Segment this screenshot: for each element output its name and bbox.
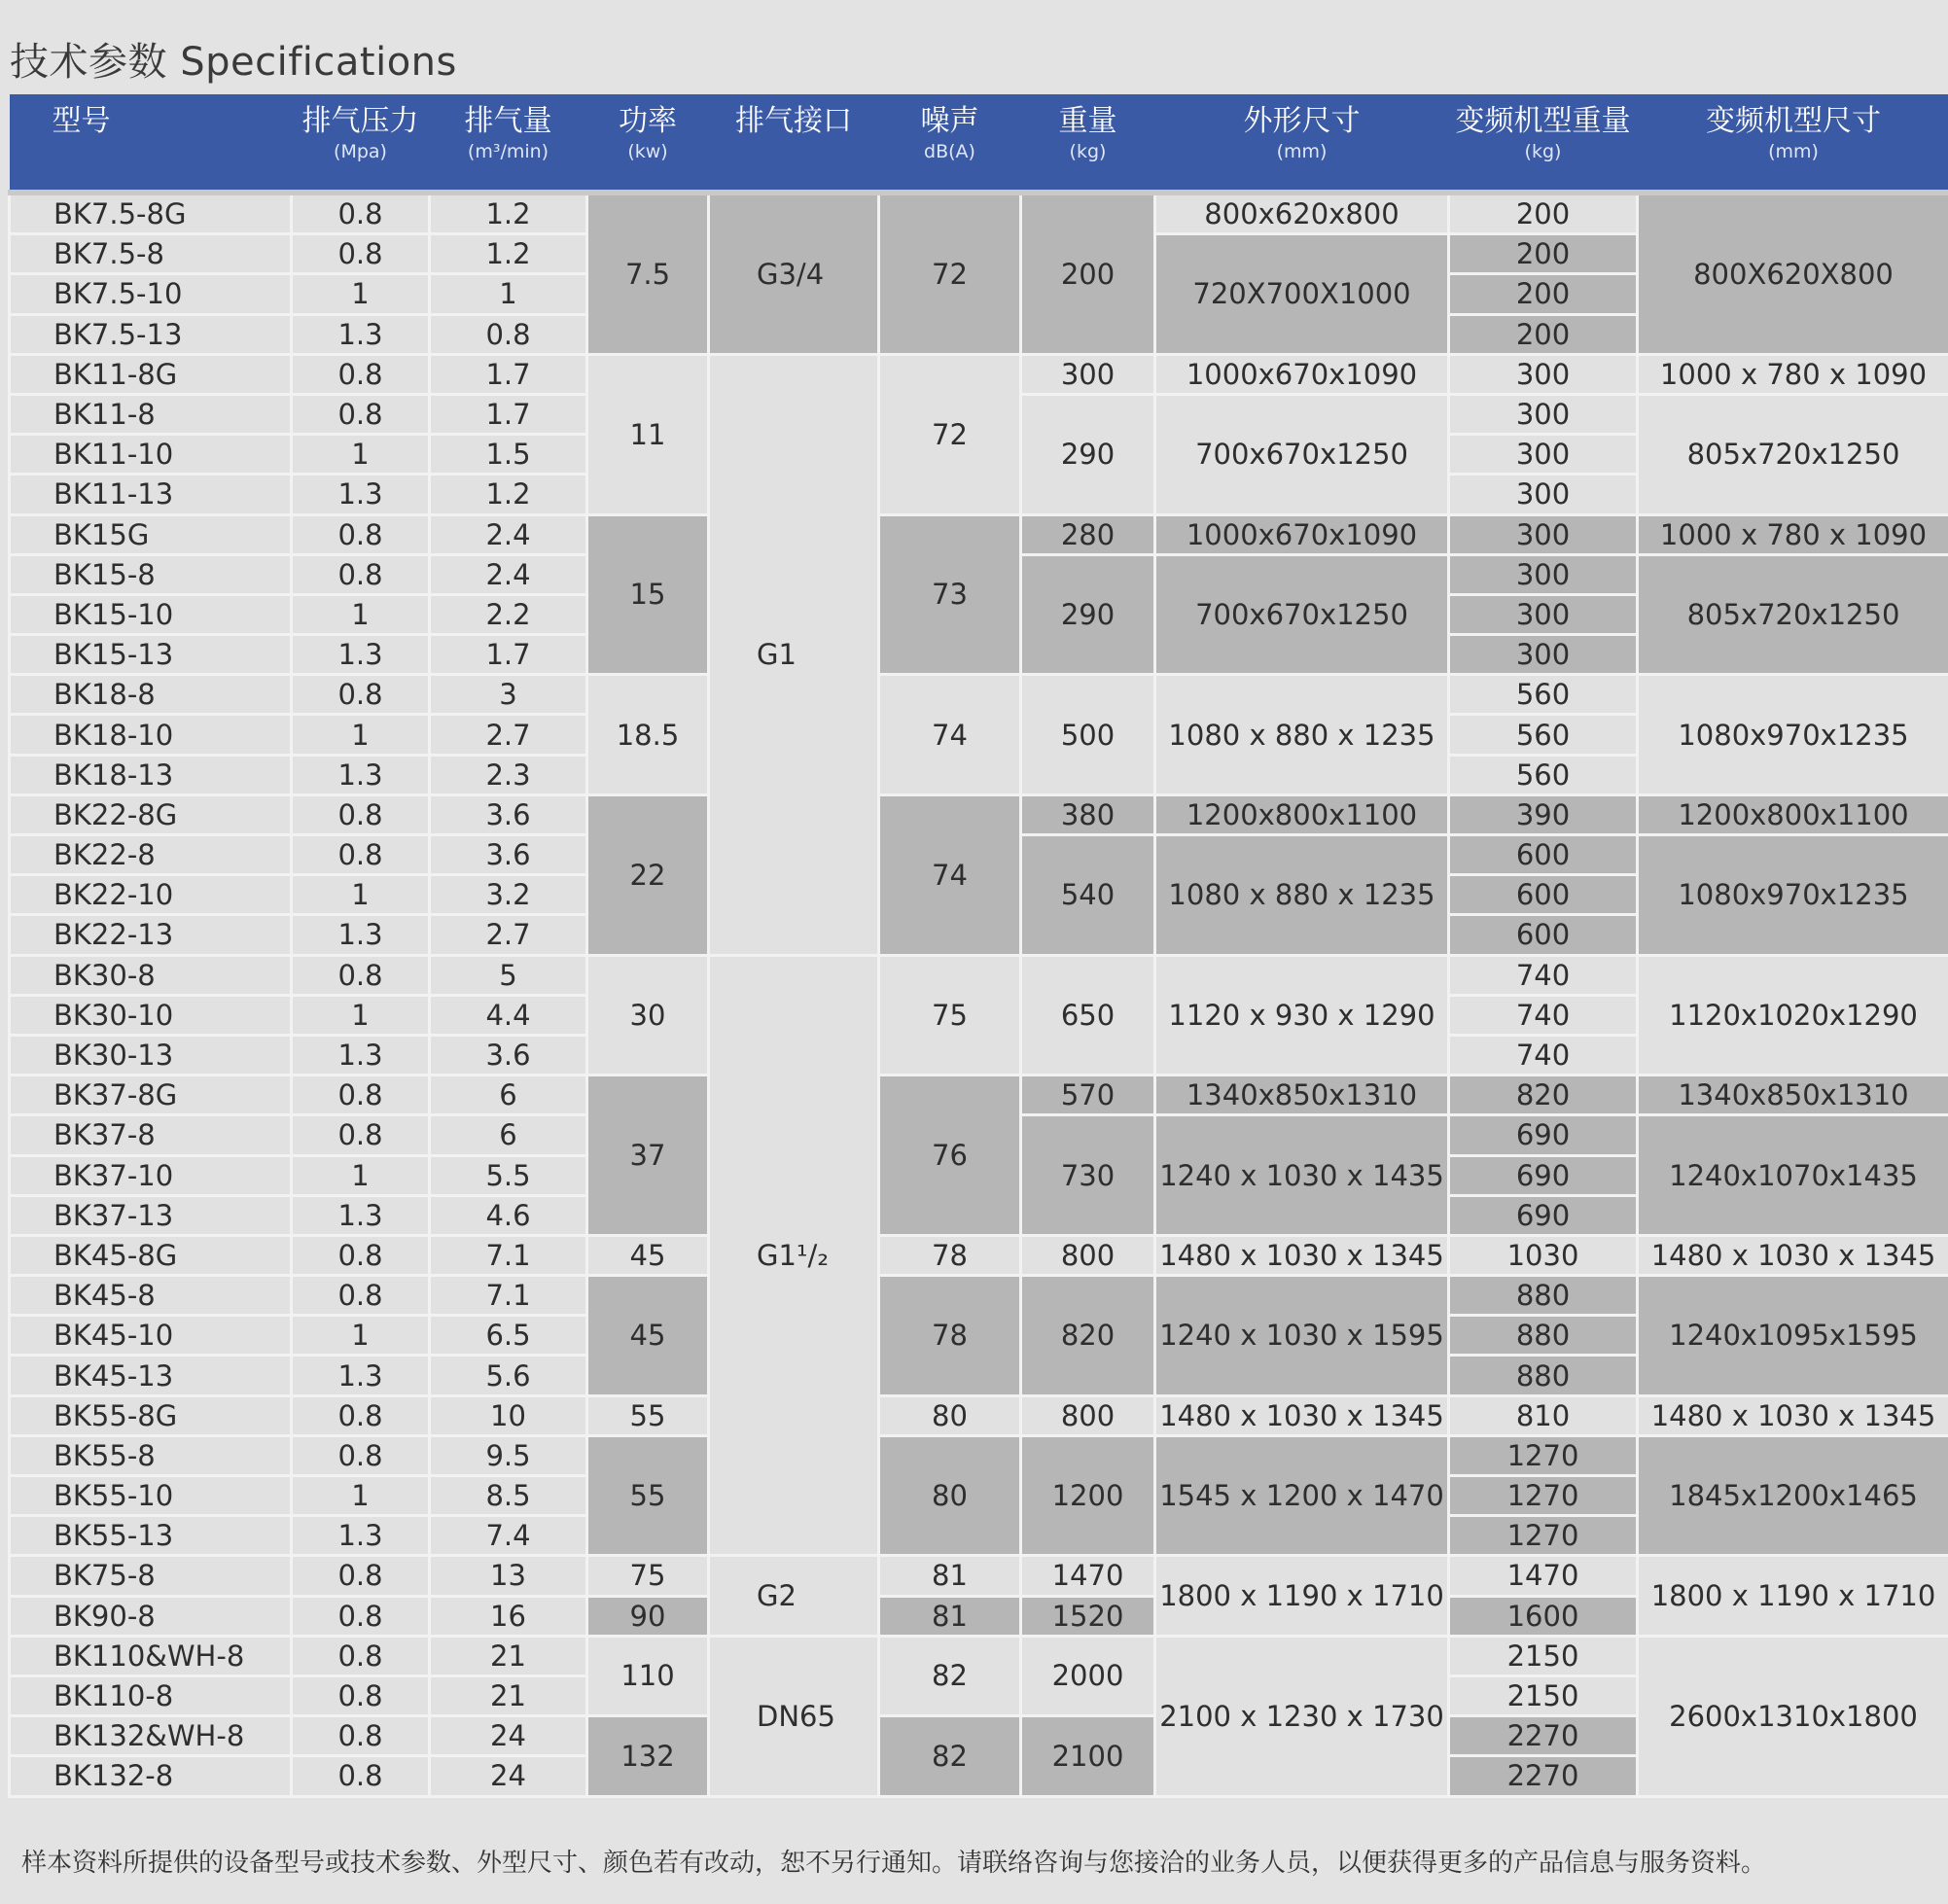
model-cell: BK37-8G: [10, 1075, 292, 1115]
model-cell: BK15-10: [10, 594, 292, 634]
vfd-weight-cell: 300: [1449, 475, 1638, 514]
flow-cell: 3.6: [430, 794, 587, 834]
weight-cell: 2100: [1021, 1716, 1155, 1796]
dimensions-cell: 1480 x 1030 x 1345: [1155, 1235, 1449, 1275]
flow-cell: 1.5: [430, 435, 587, 475]
vfd-weight-cell: 1470: [1449, 1556, 1638, 1596]
vfd-weight-cell: 560: [1449, 675, 1638, 715]
model-cell: BK15-13: [10, 635, 292, 675]
vfd-dimensions-cell: 2600x1310x1800: [1638, 1636, 1948, 1796]
noise-cell: 73: [879, 514, 1021, 675]
pressure-cell: 0.8: [292, 234, 430, 274]
power-cell: 15: [587, 514, 709, 675]
vfd-weight-cell: 1600: [1449, 1596, 1638, 1636]
pressure-cell: 1.3: [292, 314, 430, 354]
pressure-cell: 0.8: [292, 1075, 430, 1115]
model-cell: BK18-13: [10, 755, 292, 794]
model-cell: BK37-8: [10, 1115, 292, 1155]
noise-cell: 82: [879, 1716, 1021, 1796]
flow-cell: 2.4: [430, 514, 587, 554]
dimensions-cell: 1480 x 1030 x 1345: [1155, 1395, 1449, 1435]
weight-cell: 1200: [1021, 1435, 1155, 1556]
pressure-cell: 0.8: [292, 554, 430, 594]
pressure-cell: 1.3: [292, 475, 430, 514]
vfd-weight-cell: 1270: [1449, 1435, 1638, 1475]
noise-cell: 78: [879, 1235, 1021, 1275]
flow-cell: 8.5: [430, 1476, 587, 1516]
vfd-weight-cell: 560: [1449, 715, 1638, 755]
table-row: [10, 1636, 1948, 1675]
vfd-weight-cell: 880: [1449, 1356, 1638, 1395]
vfd-dimensions-cell: 1340x850x1310: [1638, 1075, 1948, 1115]
flow-cell: 4.6: [430, 1195, 587, 1235]
flow-cell: 3.2: [430, 875, 587, 915]
header-flow: 排气量 (m³/min): [430, 94, 587, 193]
table-row: [10, 1435, 1948, 1475]
model-cell: BK45-13: [10, 1356, 292, 1395]
header-interface: 排气接口: [709, 94, 879, 193]
pressure-cell: 0.8: [292, 835, 430, 875]
noise-cell: 81: [879, 1556, 1021, 1596]
table-row: [10, 955, 1948, 995]
pressure-cell: 1: [292, 274, 430, 314]
vfd-weight-cell: 600: [1449, 915, 1638, 955]
vfd-weight-cell: 880: [1449, 1316, 1638, 1356]
vfd-weight-cell: 300: [1449, 394, 1638, 434]
interface-cell: G2: [709, 1556, 879, 1636]
weight-cell: 290: [1021, 554, 1155, 675]
noise-cell: 78: [879, 1276, 1021, 1396]
model-cell: BK45-8G: [10, 1235, 292, 1275]
flow-cell: 2.3: [430, 755, 587, 794]
weight-cell: 2000: [1021, 1636, 1155, 1715]
pressure-cell: 1: [292, 1155, 430, 1195]
dimensions-cell: 720X700X1000: [1155, 234, 1449, 355]
model-cell: BK22-10: [10, 875, 292, 915]
noise-cell: 80: [879, 1395, 1021, 1435]
dimensions-cell: 800x620x800: [1155, 193, 1449, 234]
header-vfd-dimensions: 变频机型尺寸 (mm): [1638, 94, 1948, 193]
noise-cell: 72: [879, 193, 1021, 354]
interface-cell: G3/4: [709, 193, 879, 354]
vfd-weight-cell: 740: [1449, 955, 1638, 995]
dimensions-cell: 1080 x 880 x 1235: [1155, 835, 1449, 956]
vfd-dimensions-cell: 1000 x 780 x 1090: [1638, 514, 1948, 554]
noise-cell: 74: [879, 675, 1021, 795]
vfd-weight-cell: 300: [1449, 635, 1638, 675]
vfd-dimensions-cell: 1200x800x1100: [1638, 794, 1948, 834]
noise-cell: 80: [879, 1435, 1021, 1556]
footnote: 样本资料所提供的设备型号或技术参数、外型尺寸、颜色若有改动，恕不另行通知。请联络咨询与您接洽的业务人员，以便获得更多的产品信息与服务资料。: [21, 1849, 1767, 1878]
model-cell: BK75-8: [10, 1556, 292, 1596]
vfd-weight-cell: 300: [1449, 514, 1638, 554]
flow-cell: 3.6: [430, 835, 587, 875]
pressure-cell: 0.8: [292, 1235, 430, 1275]
weight-cell: 730: [1021, 1115, 1155, 1236]
vfd-dimensions-cell: 1080x970x1235: [1638, 675, 1948, 795]
specifications-table: [8, 94, 1948, 1798]
flow-cell: 2.2: [430, 594, 587, 634]
noise-cell: 81: [879, 1596, 1021, 1636]
weight-cell: 280: [1021, 514, 1155, 554]
model-cell: BK11-13: [10, 475, 292, 514]
table-row: [10, 1395, 1948, 1435]
flow-cell: 1.7: [430, 635, 587, 675]
vfd-weight-cell: 300: [1449, 594, 1638, 634]
model-cell: BK15G: [10, 514, 292, 554]
pressure-cell: 1: [292, 995, 430, 1035]
pressure-cell: 0.8: [292, 1636, 430, 1675]
pressure-cell: 1: [292, 435, 430, 475]
table-header-row: [10, 94, 1948, 193]
vfd-weight-cell: 690: [1449, 1115, 1638, 1155]
pressure-cell: 0.8: [292, 1675, 430, 1715]
flow-cell: 10: [430, 1395, 587, 1435]
pressure-cell: 0.8: [292, 675, 430, 715]
flow-cell: 5.5: [430, 1155, 587, 1195]
vfd-weight-cell: 200: [1449, 234, 1638, 274]
flow-cell: 6: [430, 1075, 587, 1115]
flow-cell: 1: [430, 274, 587, 314]
pressure-cell: 0.8: [292, 1756, 430, 1796]
header-weight: 重量 (kg): [1021, 94, 1155, 193]
table-row: [10, 675, 1948, 715]
pressure-cell: 0.8: [292, 514, 430, 554]
pressure-cell: 0.8: [292, 1596, 430, 1636]
dimensions-cell: 1080 x 880 x 1235: [1155, 675, 1449, 795]
table-row: [10, 193, 1948, 234]
vfd-dimensions-cell: 1800 x 1190 x 1710: [1638, 1556, 1948, 1636]
vfd-dimensions-cell: 1000 x 780 x 1090: [1638, 354, 1948, 394]
power-cell: 18.5: [587, 675, 709, 795]
flow-cell: 3.6: [430, 1035, 587, 1075]
header-pressure: 排气压力 (Mpa): [292, 94, 430, 193]
flow-cell: 7.4: [430, 1516, 587, 1556]
pressure-cell: 1.3: [292, 755, 430, 794]
weight-cell: 800: [1021, 1235, 1155, 1275]
vfd-weight-cell: 300: [1449, 435, 1638, 475]
model-cell: BK22-8: [10, 835, 292, 875]
model-cell: BK55-8: [10, 1435, 292, 1475]
pressure-cell: 0.8: [292, 955, 430, 995]
interface-cell: G1¹/₂: [709, 955, 879, 1556]
table-row: [10, 514, 1948, 554]
model-cell: BK45-8: [10, 1276, 292, 1316]
model-cell: BK7.5-8G: [10, 193, 292, 234]
weight-cell: 1470: [1021, 1556, 1155, 1596]
flow-cell: 0.8: [430, 314, 587, 354]
flow-cell: 1.7: [430, 394, 587, 434]
flow-cell: 21: [430, 1675, 587, 1715]
flow-cell: 24: [430, 1756, 587, 1796]
flow-cell: 7.1: [430, 1276, 587, 1316]
noise-cell: 75: [879, 955, 1021, 1075]
table-row: [10, 794, 1948, 834]
pressure-cell: 0.8: [292, 1556, 430, 1596]
vfd-dimensions-cell: 800X620X800: [1638, 193, 1948, 354]
power-cell: 55: [587, 1435, 709, 1556]
vfd-dimensions-cell: 1240x1095x1595: [1638, 1276, 1948, 1396]
pressure-cell: 1.3: [292, 1195, 430, 1235]
model-cell: BK30-8: [10, 955, 292, 995]
flow-cell: 3: [430, 675, 587, 715]
model-cell: BK110-8: [10, 1675, 292, 1715]
noise-cell: 74: [879, 794, 1021, 955]
weight-cell: 380: [1021, 794, 1155, 834]
flow-cell: 6: [430, 1115, 587, 1155]
weight-cell: 820: [1021, 1276, 1155, 1396]
flow-cell: 16: [430, 1596, 587, 1636]
power-cell: 7.5: [587, 193, 709, 354]
pressure-cell: 1.3: [292, 1356, 430, 1395]
vfd-dimensions-cell: 1240x1070x1435: [1638, 1115, 1948, 1236]
model-cell: BK11-8G: [10, 354, 292, 394]
vfd-weight-cell: 390: [1449, 794, 1638, 834]
weight-cell: 300: [1021, 354, 1155, 394]
pressure-cell: 1.3: [292, 1516, 430, 1556]
dimensions-cell: 1545 x 1200 x 1470: [1155, 1435, 1449, 1556]
dimensions-cell: 1000x670x1090: [1155, 514, 1449, 554]
vfd-weight-cell: 2270: [1449, 1716, 1638, 1756]
model-cell: BK55-10: [10, 1476, 292, 1516]
dimensions-cell: 1120 x 930 x 1290: [1155, 955, 1449, 1075]
vfd-dimensions-cell: 1480 x 1030 x 1345: [1638, 1235, 1948, 1275]
vfd-dimensions-cell: 1480 x 1030 x 1345: [1638, 1395, 1948, 1435]
model-cell: BK11-10: [10, 435, 292, 475]
model-cell: BK55-13: [10, 1516, 292, 1556]
pressure-cell: 1.3: [292, 1035, 430, 1075]
dimensions-cell: 1340x850x1310: [1155, 1075, 1449, 1115]
vfd-weight-cell: 740: [1449, 995, 1638, 1035]
pressure-cell: 0.8: [292, 1435, 430, 1475]
pressure-cell: 0.8: [292, 1395, 430, 1435]
model-cell: BK22-8G: [10, 794, 292, 834]
flow-cell: 24: [430, 1716, 587, 1756]
flow-cell: 2.7: [430, 715, 587, 755]
pressure-cell: 0.8: [292, 394, 430, 434]
noise-cell: 76: [879, 1075, 1021, 1236]
vfd-weight-cell: 1270: [1449, 1476, 1638, 1516]
flow-cell: 5.6: [430, 1356, 587, 1395]
power-cell: 132: [587, 1716, 709, 1796]
vfd-weight-cell: 810: [1449, 1395, 1638, 1435]
pressure-cell: 1.3: [292, 635, 430, 675]
vfd-dimensions-cell: 805x720x1250: [1638, 394, 1948, 514]
dimensions-cell: 700x670x1250: [1155, 554, 1449, 675]
flow-cell: 13: [430, 1556, 587, 1596]
dimensions-cell: 2100 x 1230 x 1730: [1155, 1636, 1449, 1796]
weight-cell: 800: [1021, 1395, 1155, 1435]
header-model: 型号: [10, 94, 292, 193]
vfd-weight-cell: 300: [1449, 554, 1638, 594]
header-power: 功率 (kw): [587, 94, 709, 193]
model-cell: BK7.5-10: [10, 274, 292, 314]
weight-cell: 500: [1021, 675, 1155, 795]
flow-cell: 5: [430, 955, 587, 995]
vfd-weight-cell: 1270: [1449, 1516, 1638, 1556]
model-cell: BK11-8: [10, 394, 292, 434]
page-title: 技术参数 Specifications: [10, 40, 457, 85]
power-cell: 45: [587, 1235, 709, 1275]
model-cell: BK15-8: [10, 554, 292, 594]
model-cell: BK37-10: [10, 1155, 292, 1195]
model-cell: BK90-8: [10, 1596, 292, 1636]
vfd-weight-cell: 740: [1449, 1035, 1638, 1075]
vfd-weight-cell: 690: [1449, 1195, 1638, 1235]
flow-cell: 2.4: [430, 554, 587, 594]
pressure-cell: 0.8: [292, 193, 430, 234]
model-cell: BK18-10: [10, 715, 292, 755]
pressure-cell: 0.8: [292, 794, 430, 834]
vfd-weight-cell: 200: [1449, 274, 1638, 314]
header-noise: 噪声 dB(A): [879, 94, 1021, 193]
vfd-weight-cell: 200: [1449, 193, 1638, 234]
vfd-dimensions-cell: 1845x1200x1465: [1638, 1435, 1948, 1556]
pressure-cell: 1.3: [292, 915, 430, 955]
dimensions-cell: 1000x670x1090: [1155, 354, 1449, 394]
weight-cell: 540: [1021, 835, 1155, 956]
table-row: [10, 1276, 1948, 1316]
flow-cell: 9.5: [430, 1435, 587, 1475]
weight-cell: 650: [1021, 955, 1155, 1075]
pressure-cell: 0.8: [292, 1716, 430, 1756]
power-cell: 90: [587, 1596, 709, 1636]
table-row: [10, 354, 1948, 394]
dimensions-cell: 1240 x 1030 x 1435: [1155, 1115, 1449, 1236]
flow-cell: 4.4: [430, 995, 587, 1035]
model-cell: BK37-13: [10, 1195, 292, 1235]
model-cell: BK7.5-13: [10, 314, 292, 354]
power-cell: 55: [587, 1395, 709, 1435]
vfd-weight-cell: 2150: [1449, 1636, 1638, 1675]
pressure-cell: 1: [292, 875, 430, 915]
pressure-cell: 1: [292, 1316, 430, 1356]
header-dimensions: 外形尺寸 (mm): [1155, 94, 1449, 193]
vfd-weight-cell: 1030: [1449, 1235, 1638, 1275]
power-cell: 75: [587, 1556, 709, 1596]
vfd-weight-cell: 600: [1449, 875, 1638, 915]
vfd-weight-cell: 690: [1449, 1155, 1638, 1195]
table-row: [10, 1235, 1948, 1275]
dimensions-cell: 1240 x 1030 x 1595: [1155, 1276, 1449, 1396]
model-cell: BK132-8: [10, 1756, 292, 1796]
power-cell: 22: [587, 794, 709, 955]
model-cell: BK30-10: [10, 995, 292, 1035]
dimensions-cell: 1200x800x1100: [1155, 794, 1449, 834]
power-cell: 30: [587, 955, 709, 1075]
flow-cell: 1.2: [430, 234, 587, 274]
pressure-cell: 0.8: [292, 354, 430, 394]
vfd-weight-cell: 2150: [1449, 1675, 1638, 1715]
vfd-weight-cell: 200: [1449, 314, 1638, 354]
model-cell: BK7.5-8: [10, 234, 292, 274]
interface-cell: DN65: [709, 1636, 879, 1796]
flow-cell: 2.7: [430, 915, 587, 955]
power-cell: 11: [587, 354, 709, 514]
vfd-weight-cell: 880: [1449, 1276, 1638, 1316]
vfd-weight-cell: 2270: [1449, 1756, 1638, 1796]
flow-cell: 1.2: [430, 193, 587, 234]
vfd-weight-cell: 300: [1449, 354, 1638, 394]
noise-cell: 82: [879, 1636, 1021, 1715]
table-body: [10, 193, 1948, 1796]
vfd-dimensions-cell: 805x720x1250: [1638, 554, 1948, 675]
weight-cell: 200: [1021, 193, 1155, 354]
model-cell: BK110&WH-8: [10, 1636, 292, 1675]
pressure-cell: 0.8: [292, 1276, 430, 1316]
flow-cell: 1.7: [430, 354, 587, 394]
flow-cell: 6.5: [430, 1316, 587, 1356]
flow-cell: 7.1: [430, 1235, 587, 1275]
noise-cell: 72: [879, 354, 1021, 514]
pressure-cell: 0.8: [292, 1115, 430, 1155]
vfd-dimensions-cell: 1080x970x1235: [1638, 835, 1948, 956]
pressure-cell: 1: [292, 1476, 430, 1516]
model-cell: BK45-10: [10, 1316, 292, 1356]
weight-cell: 290: [1021, 394, 1155, 514]
model-cell: BK55-8G: [10, 1395, 292, 1435]
model-cell: BK22-13: [10, 915, 292, 955]
vfd-weight-cell: 820: [1449, 1075, 1638, 1115]
dimensions-cell: 700x670x1250: [1155, 394, 1449, 514]
weight-cell: 570: [1021, 1075, 1155, 1115]
power-cell: 45: [587, 1276, 709, 1396]
model-cell: BK132&WH-8: [10, 1716, 292, 1756]
model-cell: BK30-13: [10, 1035, 292, 1075]
pressure-cell: 1: [292, 594, 430, 634]
vfd-dimensions-cell: 1120x1020x1290: [1638, 955, 1948, 1075]
flow-cell: 21: [430, 1636, 587, 1675]
vfd-weight-cell: 560: [1449, 755, 1638, 794]
table-row: [10, 1075, 1948, 1115]
flow-cell: 1.2: [430, 475, 587, 514]
power-cell: 110: [587, 1636, 709, 1715]
pressure-cell: 1: [292, 715, 430, 755]
vfd-weight-cell: 600: [1449, 835, 1638, 875]
power-cell: 37: [587, 1075, 709, 1236]
table-row: [10, 1556, 1948, 1596]
weight-cell: 1520: [1021, 1596, 1155, 1636]
dimensions-cell: 1800 x 1190 x 1710: [1155, 1556, 1449, 1636]
header-vfd-weight: 变频机型重量 (kg): [1449, 94, 1638, 193]
model-cell: BK18-8: [10, 675, 292, 715]
interface-cell: G1: [709, 354, 879, 955]
